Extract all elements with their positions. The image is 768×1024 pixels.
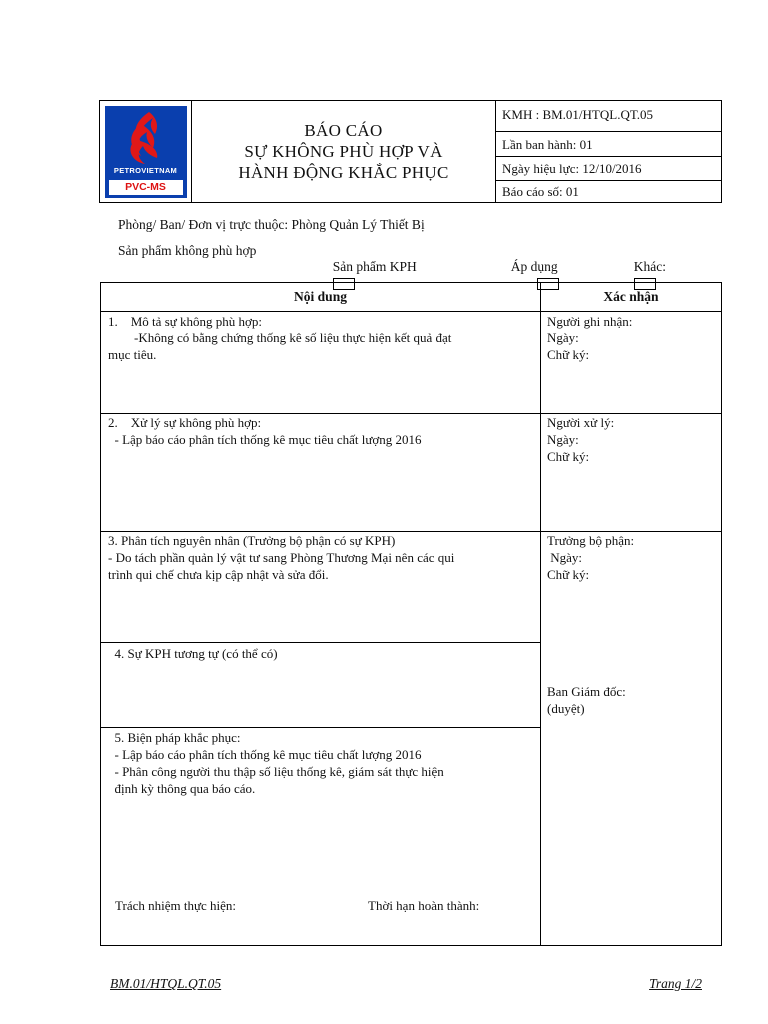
section-2-confirm-signature: Chữ ký: <box>547 449 590 464</box>
title-line-1: BÁO CÁO <box>304 121 383 140</box>
flame-icon <box>119 110 173 166</box>
column-divider <box>540 283 541 945</box>
meta-report-number: Báo cáo số: 01 <box>496 180 721 202</box>
section-4-heading: 4. Sự KPH tương tự (có thể có) <box>108 646 278 661</box>
section-5-line-3: định kỳ thông qua báo cáo. <box>108 781 256 796</box>
footer-page-number: Trang 1/2 <box>649 976 702 991</box>
meta-effective-date: Ngày hiệu lực: 12/10/2016 <box>496 156 721 181</box>
section-2-confirm-date: Ngày: <box>547 432 579 447</box>
company-logo <box>100 101 192 202</box>
section-5-responsibility: Trách nhiệm thực hiện: <box>115 898 237 913</box>
department-line: Phòng/ Ban/ Đơn vị trực thuộc: Phòng Quản Lý Thiết Bị <box>118 217 425 232</box>
report-table <box>100 282 722 946</box>
section-5-line-2: - Phân công người thu thập số liệu thống kê, giám sát thực hiện <box>108 764 444 779</box>
section-1-confirm-signature: Chữ ký: <box>547 347 590 362</box>
section-5-heading: 5. Biện pháp khắc phục: <box>108 730 241 745</box>
report-title <box>192 101 496 202</box>
footer-form-code: BM.01/HTQL.QT.05 <box>110 976 222 991</box>
board-approval-label: Ban Giám đốc: <box>547 684 626 699</box>
title-line-3: HÀNH ĐỘNG KHẮC PHỤC <box>238 163 449 182</box>
logo-emblem <box>105 106 187 198</box>
product-label: Sản phẩm không phù hợp <box>118 243 257 258</box>
section-1-confirm-recorder: Người ghi nhận: <box>547 314 633 329</box>
section-5-deadline: Thời hạn hoàn thành: <box>368 898 480 913</box>
document-meta <box>496 101 721 202</box>
section-3-heading: 3. Phân tích nguyên nhân (Trưởng bộ phận có sự KPH) <box>108 533 396 548</box>
section-1-heading: 1. Mô tả sự không phù hợp: <box>108 314 263 329</box>
section-2-heading: 2. Xử lý sự không phù hợp: <box>108 415 262 430</box>
option-kph-label: Sản phẩm KPH <box>332 259 417 274</box>
column-header-content: Nội dung <box>294 289 347 304</box>
meta-issue: Lần ban hành: 01 <box>496 131 721 156</box>
column-header-confirm: Xác nhận <box>603 289 659 304</box>
title-line-2: SỰ KHÔNG PHÙ HỢP VÀ <box>244 142 443 161</box>
meta-kmh: KMH : BM.01/HTQL.QT.05 <box>502 107 654 122</box>
section-3-confirm-head: Trưởng bộ phận: <box>547 533 635 548</box>
row-divider <box>101 311 721 312</box>
section-3-line-2: trình qui chế chưa kịp cập nhật và sửa đổi. <box>108 567 329 582</box>
section-3-confirm-date: Ngày: <box>547 550 583 565</box>
logo-brand-text: PETROVIETNAM <box>113 165 178 175</box>
section-2-confirm-handler: Người xử lý: <box>547 415 615 430</box>
section-3-confirm-signature: Chữ ký: <box>547 567 590 582</box>
section-5-line-1: - Lập báo cáo phân tích thống kê mục tiêu chất lượng 2016 <box>108 747 422 762</box>
section-2-line-1: - Lập báo cáo phân tích thống kê mục tiêu chất lượng 2016 <box>108 432 422 447</box>
option-apply-label: Áp dụng <box>510 259 558 274</box>
logo-sub-text: PVC-MS <box>109 180 183 195</box>
row-divider <box>101 727 540 728</box>
option-other-label: Khác: <box>633 259 666 274</box>
section-1-confirm-date: Ngày: <box>547 330 579 345</box>
section-1-line-2: mục tiêu. <box>108 347 157 362</box>
board-approval-note: (duyệt) <box>547 701 585 716</box>
row-divider <box>101 642 540 643</box>
section-3-line-1: - Do tách phần quản lý vật tư sang Phòng Thương Mại nên các qui <box>108 550 455 565</box>
document-header <box>99 100 722 203</box>
section-1-line-1: -Không có bằng chứng thống kê số liệu thực hiện kết quả đạt <box>108 330 452 345</box>
